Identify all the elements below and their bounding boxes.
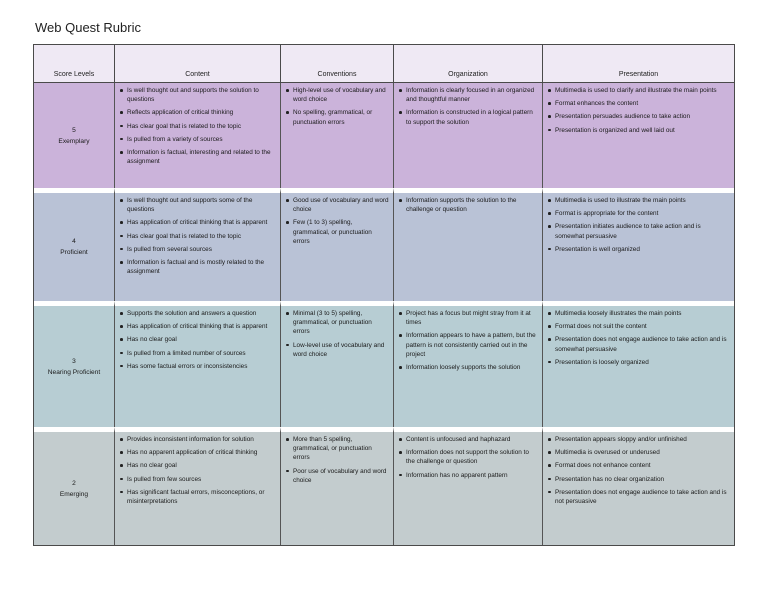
organization-cell bbox=[393, 188, 542, 301]
score-number: 2 bbox=[72, 479, 76, 487]
criterion-item: No spelling, grammatical, or punctuation errors bbox=[285, 108, 389, 126]
criterion-item: Supports the solution and answers a question bbox=[119, 309, 276, 318]
criterion-item: Multimedia is used to clarify and illustrate the main points bbox=[547, 86, 730, 95]
score-level-label: Emerging bbox=[59, 490, 89, 498]
criterion-item: Information has no apparent pattern bbox=[398, 471, 538, 480]
score-level-label: Exemplary bbox=[58, 137, 90, 145]
score-level-label: Proficient bbox=[60, 249, 88, 256]
conventions-cell bbox=[280, 427, 393, 545]
presentation-cell bbox=[542, 427, 734, 545]
score-level-cell bbox=[34, 301, 114, 427]
criterion-item: Information is constructed in a logical pattern to support the solution bbox=[398, 108, 538, 126]
header-conventions: Conventions bbox=[280, 45, 393, 83]
criterion-item: Format does not suit the content bbox=[547, 322, 730, 331]
score-number: 3 bbox=[72, 357, 76, 365]
criterion-item: Has significant factual errors, misconceptions, or misinterpretations bbox=[119, 488, 276, 506]
criterion-item: Few (1 to 3) spelling, grammatical, or punctuation errors bbox=[285, 218, 389, 246]
criterion-item: Is pulled from several sources bbox=[119, 245, 276, 254]
criterion-item: Multimedia is overused or underused bbox=[547, 448, 730, 457]
criterion-item: Presentation does not engage audience to take action and is somewhat persuasive bbox=[547, 335, 730, 353]
content-criteria-list bbox=[119, 435, 276, 506]
conventions-criteria-list bbox=[285, 86, 389, 127]
criterion-item: Information is factual, interesting and related to the assignment bbox=[119, 148, 276, 166]
organization-criteria-list bbox=[398, 435, 538, 480]
criterion-item: Format does not enhance content bbox=[547, 461, 730, 470]
score-level-cell bbox=[34, 188, 114, 301]
criterion-item: Is pulled from a variety of sources bbox=[119, 135, 276, 144]
criterion-item: Presentation is well organized bbox=[547, 245, 730, 254]
criterion-item: Presentation persuades audience to take action bbox=[547, 112, 730, 121]
criterion-item: Presentation does not engage audience to take action and is not persuasive bbox=[547, 488, 730, 506]
header-content: Content bbox=[114, 45, 280, 83]
criterion-item: Provides inconsistent information for solution bbox=[119, 435, 276, 444]
criterion-item: Content is unfocused and haphazard bbox=[398, 435, 538, 444]
criterion-item: Information loosely supports the solution bbox=[398, 363, 538, 372]
criterion-item: Has application of critical thinking that is apparent bbox=[119, 322, 276, 331]
criterion-item: Good use of vocabulary and word choice bbox=[285, 196, 389, 214]
content-cell bbox=[114, 301, 280, 427]
conventions-cell bbox=[280, 301, 393, 427]
criterion-item: Is pulled from few sources bbox=[119, 475, 276, 484]
conventions-cell bbox=[280, 188, 393, 301]
criterion-item: Presentation has no clear organization bbox=[547, 475, 730, 484]
presentation-criteria-list bbox=[547, 435, 730, 506]
criterion-item: Is well thought out and supports the solution to questions bbox=[119, 86, 276, 104]
organization-criteria-list bbox=[398, 309, 538, 372]
criterion-item: Format enhances the content bbox=[547, 99, 730, 108]
presentation-criteria-list bbox=[547, 196, 730, 254]
content-cell bbox=[114, 427, 280, 545]
presentation-cell bbox=[542, 83, 734, 188]
content-cell bbox=[114, 188, 280, 301]
organization-cell bbox=[393, 301, 542, 427]
criterion-item: Format is appropriate for the content bbox=[547, 209, 730, 218]
criterion-item: Has some factual errors or inconsistencies bbox=[119, 362, 276, 371]
score-level-cell bbox=[34, 83, 114, 188]
organization-cell bbox=[393, 427, 542, 545]
criterion-item: Is pulled from a limited number of sources bbox=[119, 349, 276, 358]
criterion-item: Presentation is loosely organized bbox=[547, 358, 730, 367]
header-organization: Organization bbox=[393, 45, 542, 83]
presentation-cell bbox=[542, 188, 734, 301]
criterion-item: Information is clearly focused in an organized and thoughtful manner bbox=[398, 86, 538, 104]
criterion-item: Multimedia is used to illustrate the main points bbox=[547, 196, 730, 205]
criterion-item: Has no clear goal bbox=[119, 335, 276, 344]
score-number: 4 bbox=[72, 238, 76, 245]
criterion-item: Has application of critical thinking that is apparent bbox=[119, 218, 276, 227]
criterion-item: Has no clear goal bbox=[119, 461, 276, 470]
score-level-cell bbox=[34, 427, 114, 545]
criterion-item: Has clear goal that is related to the topic bbox=[119, 122, 276, 131]
organization-criteria-list bbox=[398, 86, 538, 127]
criterion-item: Project has a focus but might stray from it at times bbox=[398, 309, 538, 327]
conventions-criteria-list bbox=[285, 196, 389, 246]
criterion-item: Reflects application of critical thinking bbox=[119, 108, 276, 117]
organization-cell bbox=[393, 83, 542, 188]
presentation-cell bbox=[542, 301, 734, 427]
criterion-item: Has no apparent application of critical thinking bbox=[119, 448, 276, 457]
criterion-item: Is well thought out and supports some of the questions bbox=[119, 196, 276, 214]
conventions-criteria-list bbox=[285, 435, 389, 485]
content-criteria-list bbox=[119, 86, 276, 166]
content-criteria-list bbox=[119, 309, 276, 371]
header-score-levels: Score Levels bbox=[34, 45, 114, 83]
score-number: 5 bbox=[72, 126, 76, 134]
criterion-item: More than 5 spelling, grammatical, or punctuation errors bbox=[285, 435, 389, 463]
criterion-item: Has clear goal that is related to the topic bbox=[119, 232, 276, 241]
criterion-item: Minimal (3 to 5) spelling, grammatical, or punctuation errors bbox=[285, 309, 389, 337]
page-title: Web Quest Rubric bbox=[35, 20, 141, 35]
header-presentation: Presentation bbox=[542, 45, 734, 83]
rubric-table bbox=[33, 44, 735, 546]
criterion-item: High-level use of vocabulary and word choice bbox=[285, 86, 389, 104]
score-level-label: Nearing Proficient bbox=[47, 368, 101, 376]
conventions-criteria-list bbox=[285, 309, 389, 359]
criterion-item: Multimedia loosely illustrates the main points bbox=[547, 309, 730, 318]
criterion-item: Presentation appears sloppy and/or unfinished bbox=[547, 435, 730, 444]
criterion-item: Poor use of vocabulary and word choice bbox=[285, 467, 389, 485]
organization-criteria-list bbox=[398, 196, 538, 214]
criterion-item: Presentation initiates audience to take action and is somewhat persuasive bbox=[547, 222, 730, 240]
criterion-item: Information does not support the solution to the challenge or question bbox=[398, 448, 538, 466]
criterion-item: Presentation is organized and well laid out bbox=[547, 126, 730, 135]
presentation-criteria-list bbox=[547, 86, 730, 135]
criterion-item: Information supports the solution to the challenge or question bbox=[398, 196, 538, 214]
conventions-cell bbox=[280, 83, 393, 188]
criterion-item: Information appears to have a pattern, but the pattern is not consistently carried out in the project bbox=[398, 331, 538, 359]
criterion-item: Low-level use of vocabulary and word choice bbox=[285, 341, 389, 359]
criterion-item: Information is factual and is mostly related to the assignment bbox=[119, 258, 276, 276]
content-criteria-list bbox=[119, 196, 276, 276]
content-cell bbox=[114, 83, 280, 188]
presentation-criteria-list bbox=[547, 309, 730, 367]
